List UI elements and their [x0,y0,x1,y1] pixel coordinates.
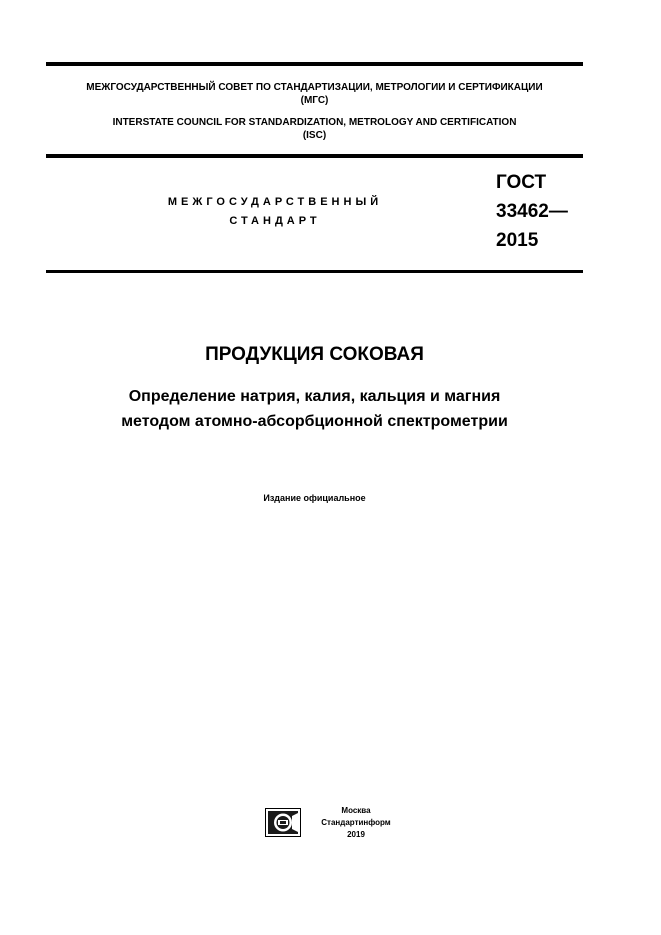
council-abbrev-en: (ISC) [302,130,327,141]
standard-type-line-2: СТАНДАРТ [229,215,321,227]
gost-designation [496,168,568,255]
top-divider [46,62,583,66]
council-abbrev-ru: (МГС) [300,95,329,106]
standard-type-line-1: МЕЖГОСУДАРСТВЕННЫЙ [167,196,383,208]
gost-label: ГОСТ [496,172,547,193]
council-name-ru-line: МЕЖГОСУДАРСТВЕННЫЙ СОВЕТ ПО СТАНДАРТИЗАЦИИ, МЕТРОЛОГИИ И СЕРТИФИКАЦИИ [86,82,543,93]
council-name-ru [46,81,583,107]
publisher-info [306,805,406,841]
middle-divider [46,154,583,158]
publisher-year: 2019 [347,830,365,839]
publisher-city: Москва [341,806,371,815]
bottom-divider [46,270,583,273]
publisher-name: Стандартинформ [321,818,391,827]
gost-year: 2015 [496,230,539,251]
standartinform-logo-icon [265,808,301,837]
council-name-en [46,116,583,142]
document-title: ПРОДУКЦИЯ СОКОВАЯ [205,344,424,365]
council-name-en-line: INTERSTATE COUNCIL FOR STANDARDIZATION, METROLOGY AND CERTIFICATION [112,117,517,128]
document-subtitle-line-2: методом атомно-абсорбционной спектрометрии [121,413,508,430]
document-subtitle-line-1: Определение натрия, калия, кальция и магния [128,388,501,405]
edition-note: Издание официальное [263,493,366,503]
gost-number: 33462— [496,201,568,222]
